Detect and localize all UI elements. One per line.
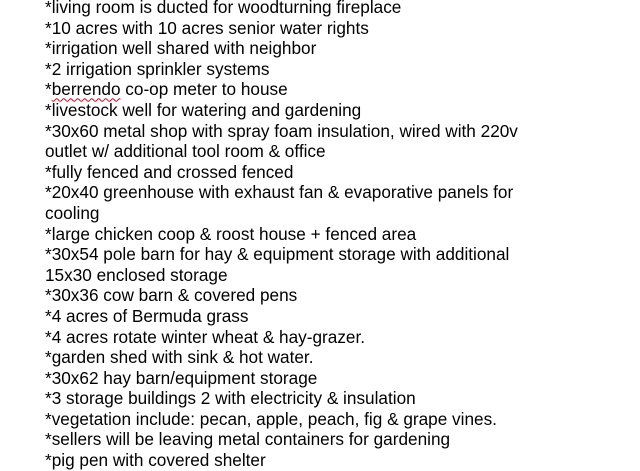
feature-line: *garden shed with sink & hot water. (45, 347, 314, 368)
feature-line: *30x54 pole barn for hay & equipment storage with additional (45, 244, 510, 265)
feature-line: *fully fenced and crossed fenced (45, 161, 294, 182)
feature-line: cooling (45, 202, 100, 223)
feature-line: *30x36 cow barn & covered pens (45, 285, 298, 306)
feature-line: *sellers will be leaving metal containers for gardening (45, 429, 451, 450)
feature-line: outlet w/ additional tool room & office (45, 141, 326, 162)
feature-line: *large chicken coop & roost house + fenced area (45, 223, 417, 244)
feature-line: *30x60 metal shop with spray foam insulation, wired with 220v (45, 120, 518, 141)
feature-line: *2 irrigation sprinkler systems (45, 58, 270, 79)
feature-line: *pig pen with covered shelter (45, 450, 266, 471)
feature-line: *living room is ducted for woodturning fireplace (45, 0, 402, 17)
feature-line: 15x30 enclosed storage (45, 264, 228, 285)
feature-line: *vegetation include: pecan, apple, peach, fig & grape vines. (45, 408, 497, 429)
feature-line: *30x62 hay barn/equipment storage (45, 367, 318, 388)
feature-line: *4 acres of Bermuda grass (45, 305, 249, 326)
property-features-list (45, 0, 635, 471)
feature-line (45, 79, 635, 100)
misspelled-word[interactable]: berrendo (51, 79, 121, 100)
feature-line: *irrigation well shared with neighbor (45, 38, 317, 59)
feature-line: *10 acres with 10 acres senior water rights (45, 17, 369, 38)
feature-line: *livestock well for watering and gardening (45, 99, 362, 120)
feature-bullet: * (45, 79, 52, 100)
feature-line: *20x40 greenhouse with exhaust fan & evaporative panels for (45, 182, 514, 203)
feature-line: *3 storage buildings 2 with electricity & insulation (45, 388, 416, 409)
feature-text: co-op meter to house (120, 79, 288, 100)
feature-line: *4 acres rotate winter wheat & hay-grazer. (45, 326, 366, 347)
